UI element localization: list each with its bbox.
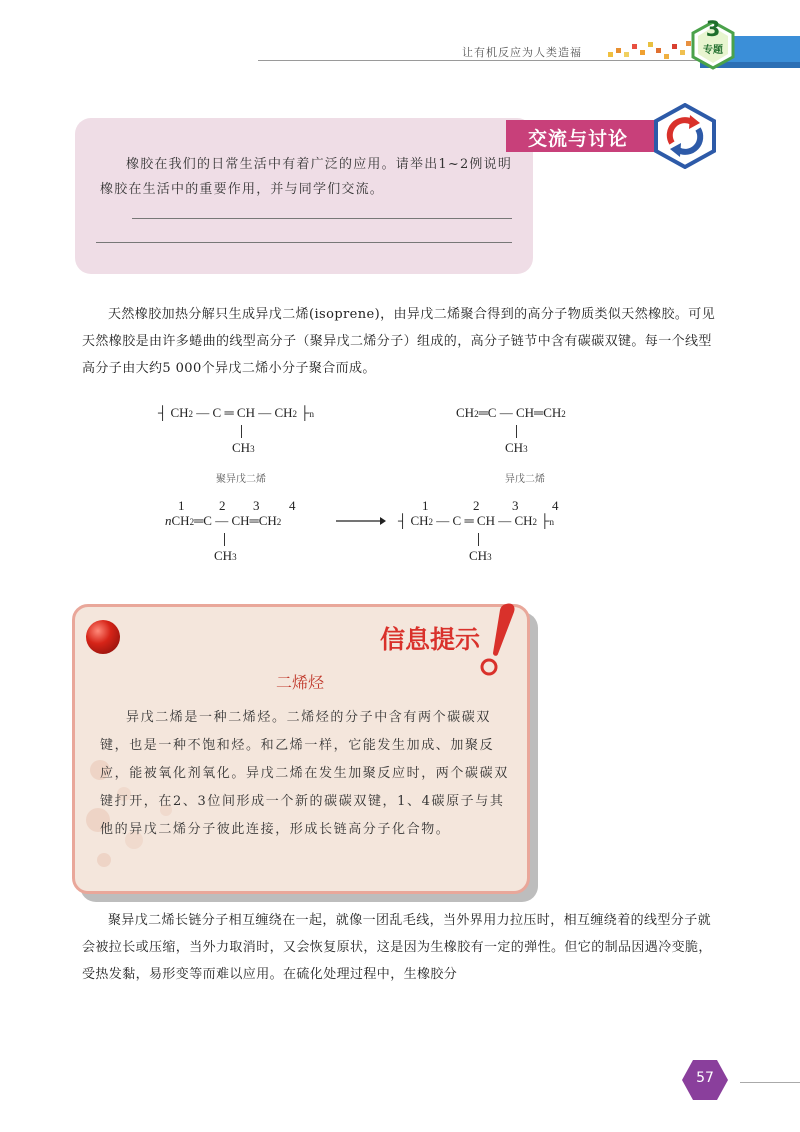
- answer-line-2[interactable]: [96, 242, 512, 243]
- bond-vertical: [516, 425, 517, 438]
- header-title: 让有机反应为人类造福: [462, 46, 582, 59]
- info-banner-title: 信息提示: [380, 625, 481, 654]
- bond-vertical: [241, 425, 242, 438]
- product-number-4: 4: [552, 498, 559, 513]
- methyl-group: CH3: [505, 440, 528, 455]
- bracket-right: ├: [540, 513, 550, 528]
- carbon-number-1: 1: [178, 498, 185, 513]
- isoprene-caption: 异戊二烯: [505, 474, 545, 485]
- chapter-badge-number: 3: [705, 17, 721, 41]
- reactant-formula: nCH2═C — CH═CH2: [165, 513, 282, 528]
- polyisoprene-formula: ┤ CH2 — C ═ CH — CH2 ├n: [158, 405, 315, 420]
- discussion-cycle-icon: [652, 103, 718, 169]
- methyl-group: CH3: [469, 548, 492, 563]
- methyl-group: CH3: [214, 548, 237, 563]
- page-number: 57: [696, 1070, 714, 1086]
- product-number-1: 1: [422, 498, 429, 513]
- bond-vertical: [224, 533, 225, 546]
- bracket-left: ┤: [158, 405, 168, 420]
- footer-rule: [740, 1082, 800, 1083]
- bond-vertical: [478, 533, 479, 546]
- exclamation-icon: [480, 600, 520, 680]
- red-ball-icon: [86, 620, 120, 654]
- chapter-badge-label: 专题: [703, 45, 723, 56]
- product-formula: ┤ CH2 — C ═ CH — CH2 ├n: [398, 513, 555, 528]
- product-number-3: 3: [512, 498, 519, 513]
- carbon-number-2: 2: [219, 498, 226, 513]
- carbon-number-3: 3: [253, 498, 260, 513]
- answer-line-1[interactable]: [132, 218, 512, 219]
- info-text: 异戊二烯是一种二烯烃。二烯烃的分子中含有两个碳碳双键，也是一种不饱和烃。和乙烯一样，它能发生加成、加聚反应，能被氧化剂氧化。异戊二烯在发生加聚反应时，两个碳碳双键打开，在2、3位间形成一个新的碳碳双键，1、4碳原子与其他的异戊二烯分子彼此连接，形成长链高分子化合物。: [100, 710, 509, 837]
- discussion-prompt: 橡胶在我们的日常生活中有着广泛的应用。请举出1~2例说明橡胶在生活中的重要作用，并与同学们交流。: [100, 157, 513, 197]
- bracket-left: ┤: [398, 513, 408, 528]
- carbon-number-4: 4: [289, 498, 296, 513]
- polyisoprene-caption: 聚异戊二烯: [216, 474, 266, 485]
- body-paragraph-2: 聚异戊二烯长链分子相互缠绕在一起，就像一团乱毛线，当外界用力拉压时，相互缠绕着的线型分子就会被拉长或压缩，当外力取消时，又会恢复原状，这是因为生橡胶有一定的弹性。但它的制品因遇冷变脆，受热发黏，易形变等而难以应用。在硫化处理过程中，生橡胶分: [82, 913, 712, 982]
- header-dots-decoration: [606, 38, 694, 62]
- isoprene-formula: CH2═C — CH═CH2: [456, 405, 566, 420]
- methyl-group: CH3: [232, 440, 255, 455]
- info-subtitle: 二烯烃: [276, 673, 325, 692]
- reaction-arrow-icon: [336, 514, 386, 528]
- body-paragraph-1: 天然橡胶加热分解只生成异戊二烯(isoprene)，由异戊二烯聚合得到的高分子物质类似天然橡胶。可见天然橡胶是由许多蜷曲的线型高分子（聚异戊二烯分子）组成的，高分子链节中含有碳碳双键。每一个线型高分子由大约5 000个异戊二烯小分子聚合而成。: [82, 307, 716, 376]
- discussion-banner-title: 交流与讨论: [528, 128, 629, 150]
- bracket-right: ├: [300, 405, 310, 420]
- product-number-2: 2: [473, 498, 480, 513]
